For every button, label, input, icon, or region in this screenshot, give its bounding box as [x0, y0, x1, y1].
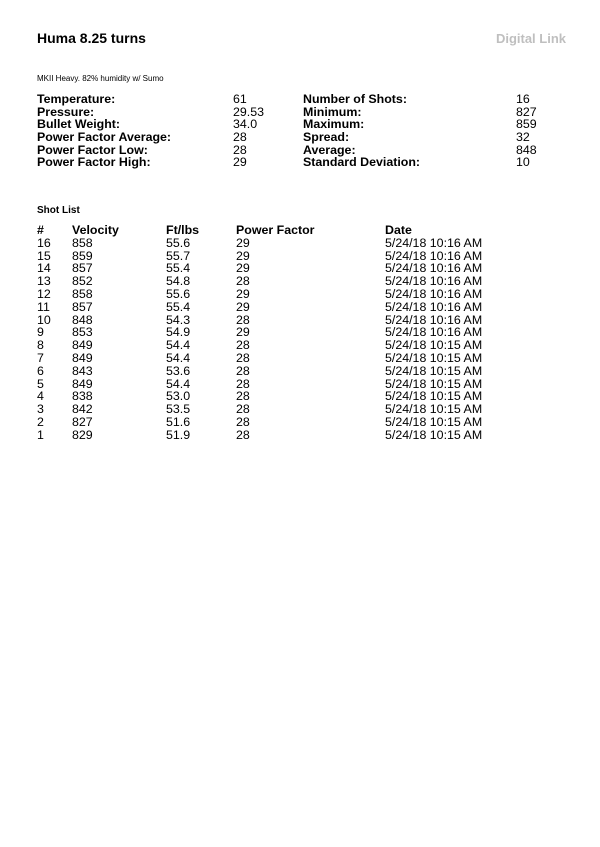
cell-ft-lbs: 54.3: [166, 312, 191, 327]
stat-value: 34.0: [233, 117, 258, 132]
cell-date: 5/24/18 10:16 AM: [385, 261, 483, 276]
cell-power-factor: 29: [236, 235, 250, 250]
cell-power-factor: 29: [236, 261, 250, 276]
cell-date: 5/24/18 10:15 AM: [385, 363, 483, 378]
cell-number: 4: [37, 389, 44, 404]
session-note: MKII Heavy. 82% humidity w/ Sumo: [37, 74, 164, 83]
cell-number: 12: [37, 286, 51, 301]
cell-date: 5/24/18 10:15 AM: [385, 414, 483, 429]
stat-label: Power Factor High:: [37, 155, 151, 170]
cell-number: 3: [37, 402, 44, 417]
cell-date: 5/24/18 10:16 AM: [385, 248, 483, 263]
cell-power-factor: 28: [236, 350, 250, 365]
cell-number: 5: [37, 376, 44, 391]
report-title: Huma 8.25 turns: [37, 30, 146, 46]
cell-power-factor: 28: [236, 363, 250, 378]
cell-velocity: 827: [72, 414, 93, 429]
cell-velocity: 849: [72, 338, 93, 353]
cell-ft-lbs: 51.9: [166, 427, 191, 442]
stat-label: Maximum:: [303, 117, 365, 132]
table-row: [37, 288, 517, 301]
stat-label: Bullet Weight:: [37, 117, 121, 132]
cell-velocity: 838: [72, 389, 93, 404]
cell-ft-lbs: 55.6: [166, 286, 191, 301]
cell-power-factor: 29: [236, 299, 250, 314]
cell-date: 5/24/18 10:16 AM: [385, 312, 483, 327]
cell-number: 1: [37, 427, 44, 442]
stat-label: Power Factor Low:: [37, 142, 148, 157]
cell-ft-lbs: 54.9: [166, 325, 191, 340]
cell-power-factor: 28: [236, 274, 250, 289]
shot-list-table: [37, 224, 517, 442]
stat-value: 28: [233, 130, 247, 145]
cell-number: 13: [37, 274, 51, 289]
column-header-velocity: Velocity: [72, 223, 119, 237]
cell-date: 5/24/18 10:15 AM: [385, 402, 483, 417]
cell-ft-lbs: 54.4: [166, 376, 191, 391]
cell-power-factor: 28: [236, 338, 250, 353]
cell-velocity: 849: [72, 350, 93, 365]
stats-block: [37, 93, 557, 169]
stat-label: Standard Deviation:: [303, 155, 421, 170]
cell-velocity: 858: [72, 286, 93, 301]
cell-velocity: 858: [72, 235, 93, 250]
stat-label: Power Factor Average:: [37, 130, 172, 145]
cell-number: 16: [37, 235, 51, 250]
stat-value: 29: [233, 155, 247, 170]
cell-power-factor: 29: [236, 286, 250, 301]
cell-velocity: 829: [72, 427, 93, 442]
table-row: [37, 429, 517, 442]
cell-ft-lbs: 51.6: [166, 414, 191, 429]
cell-velocity: 848: [72, 312, 93, 327]
stat-row: [37, 156, 557, 169]
cell-ft-lbs: 55.4: [166, 261, 191, 276]
stat-value: 16: [516, 92, 530, 106]
column-header-ft-lbs: Ft/lbs: [166, 223, 200, 237]
column-header-power-factor: Power Factor: [236, 223, 315, 237]
cell-number: 9: [37, 325, 44, 340]
cell-ft-lbs: 54.4: [166, 350, 191, 365]
cell-number: 10: [37, 312, 51, 327]
stat-row: [37, 93, 557, 106]
cell-power-factor: 28: [236, 427, 250, 442]
cell-date: 5/24/18 10:15 AM: [385, 350, 483, 365]
cell-velocity: 849: [72, 376, 93, 391]
cell-power-factor: 28: [236, 414, 250, 429]
cell-number: 7: [37, 350, 44, 365]
stat-value: 29.53: [233, 104, 265, 119]
shot-list-heading: Shot List: [37, 205, 80, 216]
cell-date: 5/24/18 10:16 AM: [385, 299, 483, 314]
cell-date: 5/24/18 10:16 AM: [385, 286, 483, 301]
cell-date: 5/24/18 10:15 AM: [385, 376, 483, 391]
stat-value: 32: [516, 130, 530, 145]
table-header-row: [37, 224, 517, 237]
stat-label: Spread:: [303, 130, 350, 145]
cell-power-factor: 29: [236, 325, 250, 340]
cell-power-factor: 28: [236, 312, 250, 327]
cell-date: 5/24/18 10:15 AM: [385, 389, 483, 404]
cell-power-factor: 28: [236, 376, 250, 391]
cell-ft-lbs: 54.4: [166, 338, 191, 353]
cell-ft-lbs: 55.6: [166, 235, 191, 250]
cell-ft-lbs: 53.5: [166, 402, 191, 417]
cell-ft-lbs: 53.6: [166, 363, 191, 378]
cell-number: 6: [37, 363, 44, 378]
stat-label: Temperature:: [37, 92, 116, 106]
cell-number: 2: [37, 414, 44, 429]
stat-label: Pressure:: [37, 104, 95, 119]
stat-value: 859: [516, 117, 537, 132]
cell-velocity: 842: [72, 402, 93, 417]
cell-velocity: 852: [72, 274, 93, 289]
brand-label: Digital Link: [495, 31, 566, 46]
column-header-number: #: [37, 223, 44, 237]
table-row: [37, 237, 517, 250]
table-row: [37, 301, 517, 314]
cell-date: 5/24/18 10:15 AM: [385, 338, 483, 353]
stat-value: 28: [233, 142, 247, 157]
stat-row: [37, 131, 557, 144]
cell-number: 11: [37, 299, 50, 314]
column-header-date: Date: [385, 223, 412, 237]
stat-value: 10: [516, 155, 530, 170]
table-row: [37, 352, 517, 365]
cell-number: 14: [37, 261, 51, 276]
cell-velocity: 857: [72, 261, 93, 276]
cell-ft-lbs: 55.7: [166, 248, 191, 263]
cell-number: 8: [37, 338, 44, 353]
cell-date: 5/24/18 10:16 AM: [385, 274, 483, 289]
stat-value: 848: [516, 142, 537, 157]
stat-label: Average:: [303, 142, 356, 157]
cell-ft-lbs: 54.8: [166, 274, 191, 289]
cell-velocity: 853: [72, 325, 93, 340]
cell-power-factor: 28: [236, 389, 250, 404]
table-row: [37, 416, 517, 429]
cell-ft-lbs: 55.4: [166, 299, 191, 314]
stat-value: 61: [233, 92, 247, 106]
cell-number: 15: [37, 248, 51, 263]
cell-velocity: 857: [72, 299, 93, 314]
cell-ft-lbs: 53.0: [166, 389, 191, 404]
cell-velocity: 843: [72, 363, 93, 378]
cell-date: 5/24/18 10:16 AM: [385, 325, 483, 340]
cell-date: 5/24/18 10:16 AM: [385, 235, 483, 250]
cell-date: 5/24/18 10:15 AM: [385, 427, 483, 442]
cell-power-factor: 28: [236, 402, 250, 417]
cell-power-factor: 29: [236, 248, 250, 263]
cell-velocity: 859: [72, 248, 93, 263]
stat-label: Number of Shots:: [303, 92, 407, 106]
table-row: [37, 365, 517, 378]
stat-value: 827: [516, 104, 537, 119]
stat-label: Minimum:: [303, 104, 362, 119]
